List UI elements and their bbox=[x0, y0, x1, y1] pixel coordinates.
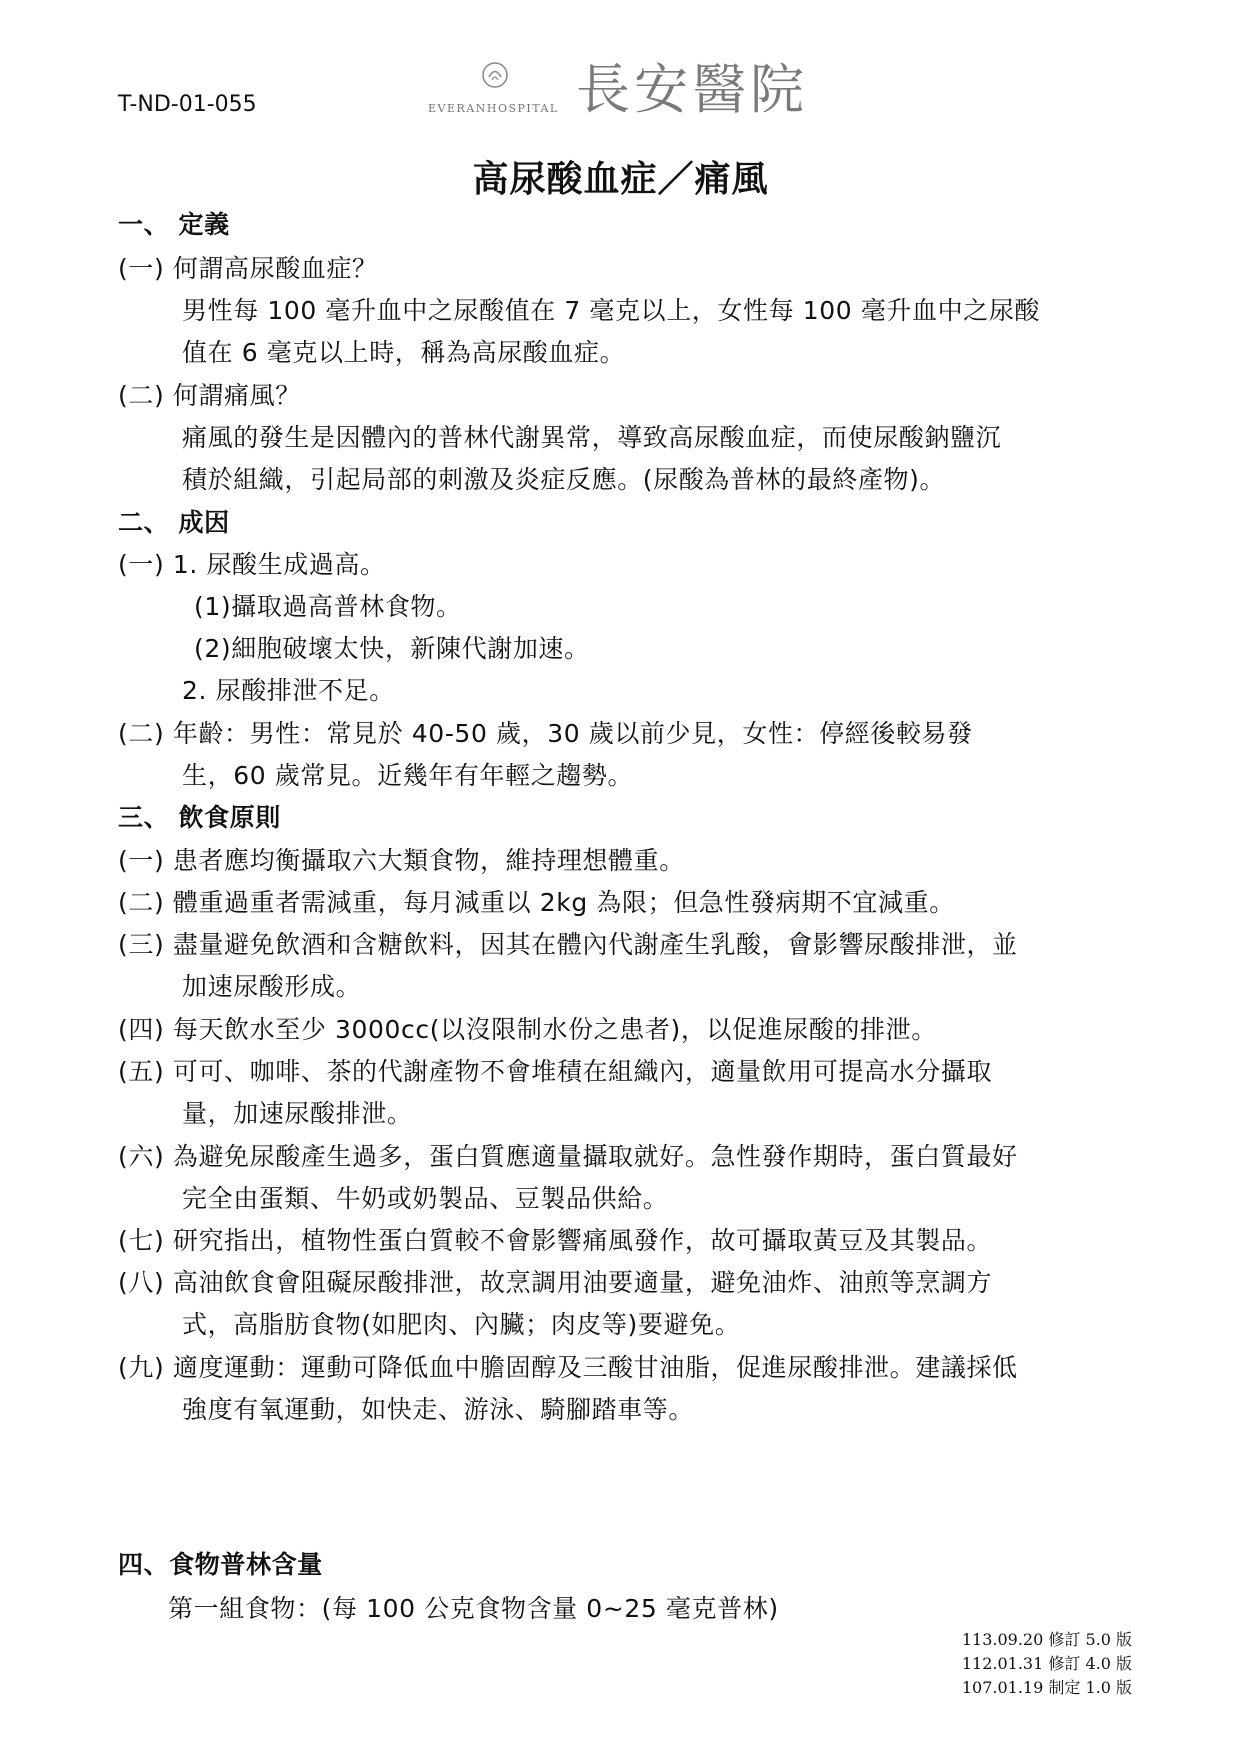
list-item: (八) 高油飲食會阻礙尿酸排泄，故烹調用油要適量，避免油炸、油煎等烹調方 bbox=[118, 1268, 993, 1297]
paragraph-line: 值在 6 毫克以上時，稱為高尿酸血症。 bbox=[182, 338, 626, 367]
revision-entry: 107.01.19 制定 1.0 版 bbox=[961, 1678, 1132, 1697]
paragraph-line: 加速尿酸形成。 bbox=[182, 972, 362, 1001]
section-heading-purine-content: 四、食物普林含量 bbox=[118, 1550, 323, 1579]
document-code: T-ND-01-055 bbox=[118, 92, 257, 117]
paragraph-line: 量，加速尿酸排泄。 bbox=[182, 1099, 413, 1128]
paragraph-line: 生，60 歲常見。近幾年有年輕之趨勢。 bbox=[182, 761, 634, 790]
page-title: 高尿酸血症／痛風 bbox=[472, 159, 769, 200]
revision-history bbox=[962, 1628, 1132, 1700]
list-item: (九) 適度運動：運動可降低血中膽固醇及三酸甘油脂，促進尿酸排泄。建議採低 bbox=[118, 1353, 1018, 1382]
logo-chinese-text: 長安醫院 bbox=[576, 58, 808, 121]
paragraph-line: 男性每 100 毫升血中之尿酸值在 7 毫克以上，女性每 100 毫升血中之尿酸 bbox=[182, 296, 1041, 325]
hospital-logo bbox=[428, 58, 838, 128]
logo-english-text: EVERANHOSPITAL bbox=[428, 102, 559, 115]
revision-entry: 112.01.31 修訂 4.0 版 bbox=[961, 1654, 1132, 1673]
question-hyperuricemia: (一) 何謂高尿酸血症？ bbox=[118, 254, 378, 283]
list-item: (五) 可可、咖啡、茶的代謝產物不會堆積在組織內，適量飲用可提高水分攝取 bbox=[118, 1057, 993, 1086]
paragraph-line: 積於組織，引起局部的刺激及炎症反應。(尿酸為普林的最終產物)。 bbox=[182, 465, 946, 494]
sub-list-item: (1)攝取過高普林食物。 bbox=[194, 592, 462, 621]
revision-entry: 113.09.20 修訂 5.0 版 bbox=[961, 1630, 1132, 1649]
hospital-emblem-icon bbox=[480, 60, 510, 90]
list-item: (一) 1. 尿酸生成過高。 bbox=[118, 550, 386, 579]
paragraph-line: 完全由蛋類、牛奶或奶製品、豆製品供給。 bbox=[182, 1184, 669, 1213]
list-item: (二) 體重過重者需減重，每月減重以 2kg 為限；但急性發病期不宜減重。 bbox=[118, 888, 955, 917]
list-item: 2. 尿酸排泄不足。 bbox=[182, 676, 395, 705]
list-item: (七) 研究指出，植物性蛋白質較不會影響痛風發作，故可攝取黃豆及其製品。 bbox=[118, 1226, 993, 1255]
question-gout: (二) 何謂痛風？ bbox=[118, 381, 301, 410]
paragraph-line: 痛風的發生是因體內的普林代謝異常，導致高尿酸血症，而使尿酸鈉鹽沉 bbox=[182, 423, 1002, 452]
list-item: (四) 每天飲水至少 3000cc(以沒限制水份之患者)，以促進尿酸的排泄。 bbox=[118, 1015, 937, 1044]
list-item: (三) 盡量避免飲酒和含糖飲料，因其在體內代謝產生乳酸，會影響尿酸排泄，並 bbox=[118, 930, 1018, 959]
paragraph-line: 強度有氧運動，如快走、游泳、騎腳踏車等。 bbox=[182, 1395, 695, 1424]
list-item: (一) 患者應均衡攝取六大類食物，維持理想體重。 bbox=[118, 846, 685, 875]
paragraph-line: 式，高脂肪食物(如肥肉、內臟；肉皮等)要避免。 bbox=[182, 1310, 741, 1339]
food-group-line: 第一組食物：(每 100 公克食物含量 0~25 毫克普林) bbox=[168, 1594, 779, 1623]
sub-list-item: (2)細胞破壞太快，新陳代謝加速。 bbox=[194, 634, 590, 663]
section-heading-definition: 一、 定義 bbox=[118, 210, 230, 239]
section-heading-diet-principles: 三、 飲食原則 bbox=[118, 803, 281, 832]
list-item: (六) 為避免尿酸產生過多，蛋白質應適量攝取就好。急性發作期時，蛋白質最好 bbox=[118, 1142, 1018, 1171]
list-item: (二) 年齡：男性：常見於 40-50 歲，30 歲以前少見，女性：停經後較易發 bbox=[118, 719, 973, 748]
section-heading-causes: 二、 成因 bbox=[118, 508, 230, 537]
